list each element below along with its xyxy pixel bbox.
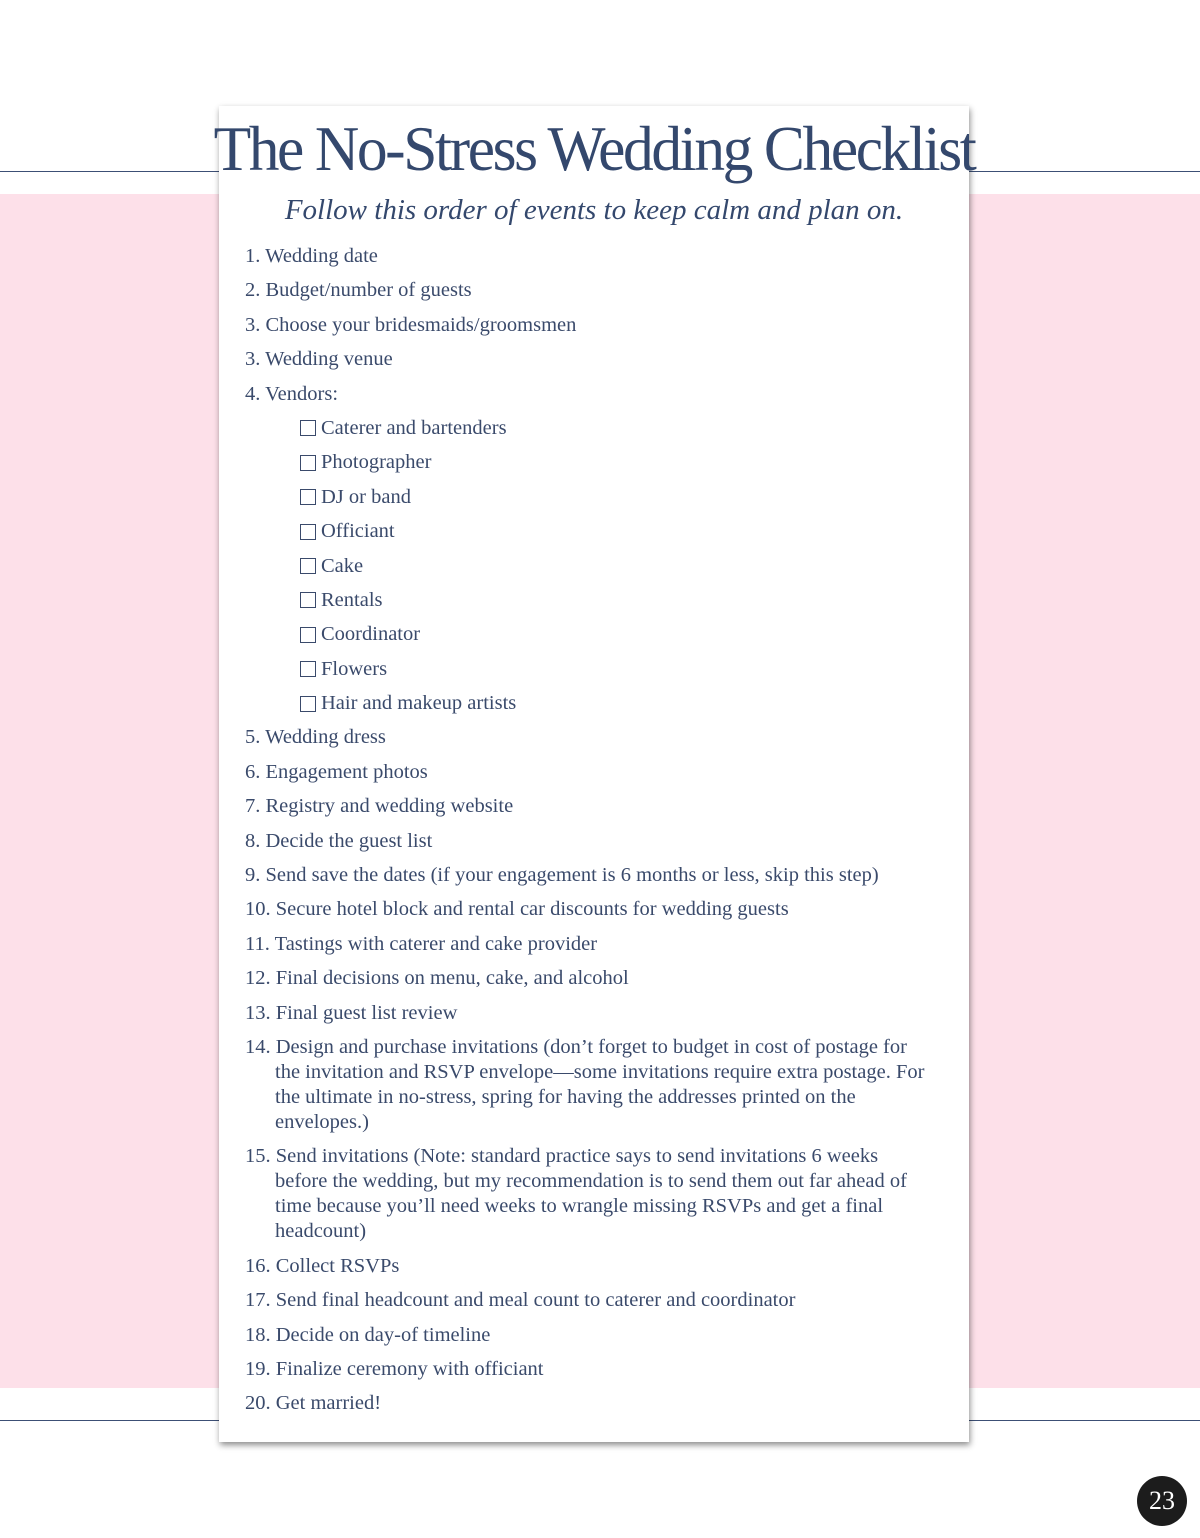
checkbox-icon[interactable]	[300, 696, 316, 712]
list-item: 8. Decide the guest list	[245, 829, 433, 852]
list-item: 15. Send invitations (Note: standard practice says to send invitations 6 weeks before the wedding, but my recommendation is to send them out far ahead of time because you’ll need weeks to wrangle missing RSVPs and get a final headcount)	[245, 1145, 907, 1243]
list-item: 18. Decide on day-of timeline	[245, 1323, 491, 1346]
page-subtitle: Follow this order of events to keep calm and plan on.	[284, 194, 904, 226]
list-item-vendors: 4. Vendors:	[245, 382, 339, 405]
list-item: 16. Collect RSVPs	[245, 1254, 400, 1277]
vendor-label: Rentals	[321, 588, 383, 611]
list-item: 3. Wedding venue	[245, 348, 393, 371]
list-item: 11. Tastings with caterer and cake provider	[245, 932, 598, 955]
checklist	[245, 244, 935, 1426]
page-title: The No-Stress Wedding Checklist	[213, 113, 975, 184]
list-item: 2. Budget/number of guests	[245, 279, 472, 302]
list-item: 3. Choose your bridesmaids/groomsmen	[245, 313, 577, 336]
vendor-label: Officiant	[321, 520, 395, 543]
list-item: 9. Send save the dates (if your engagement is 6 months or less, skip this step)	[245, 864, 879, 887]
list-item: 10. Secure hotel block and rental car discounts for wedding guests	[245, 898, 789, 921]
vendor-label: Cake	[321, 554, 364, 577]
vendor-label: Coordinator	[321, 623, 421, 646]
checkbox-icon[interactable]	[300, 524, 316, 540]
checkbox-icon[interactable]	[300, 455, 316, 471]
vendor-label: DJ or band	[321, 485, 411, 508]
vendor-label: Photographer	[321, 451, 432, 474]
list-item: 1. Wedding date	[245, 245, 378, 267]
vendor-item[interactable]	[245, 416, 935, 441]
page-number-badge: 23	[1137, 1476, 1187, 1526]
list-item: 17. Send final headcount and meal count to caterer and coordinator	[245, 1289, 796, 1312]
list-item: 6. Engagement photos	[245, 760, 428, 783]
list-item: 5. Wedding dress	[245, 726, 386, 749]
vendor-item[interactable]	[245, 622, 935, 647]
vendor-label: Flowers	[321, 657, 388, 680]
list-item: 19. Finalize ceremony with officiant	[245, 1357, 544, 1380]
list-item: 12. Final decisions on menu, cake, and alcohol	[245, 967, 629, 990]
checkbox-icon[interactable]	[300, 489, 316, 505]
vendor-item[interactable]	[245, 657, 935, 682]
list-item: 7. Registry and wedding website	[245, 795, 514, 818]
vendor-item[interactable]	[245, 588, 935, 613]
vendor-label: Hair and makeup artists	[321, 692, 517, 715]
vendor-item[interactable]	[245, 554, 935, 579]
list-item: 14. Design and purchase invitations (don’t forget to budget in cost of postage for the invitation and RSVP envelope—some invitations require extra postage. For the ultimate in no-stress, spring for having the addresses printed on the envelopes.)	[245, 1035, 925, 1133]
checkbox-icon[interactable]	[300, 627, 316, 643]
vendor-item[interactable]	[245, 691, 935, 716]
checkbox-icon[interactable]	[300, 420, 316, 436]
checkbox-icon[interactable]	[300, 661, 316, 677]
vendor-item[interactable]	[245, 485, 935, 510]
vendor-item[interactable]	[245, 519, 935, 544]
list-item: 20. Get married!	[245, 1392, 382, 1415]
list-item: 13. Final guest list review	[245, 1001, 458, 1024]
vendor-item[interactable]	[245, 450, 935, 475]
checkbox-icon[interactable]	[300, 558, 316, 574]
checkbox-icon[interactable]	[300, 592, 316, 608]
vendor-label: Caterer and bartenders	[321, 416, 507, 439]
